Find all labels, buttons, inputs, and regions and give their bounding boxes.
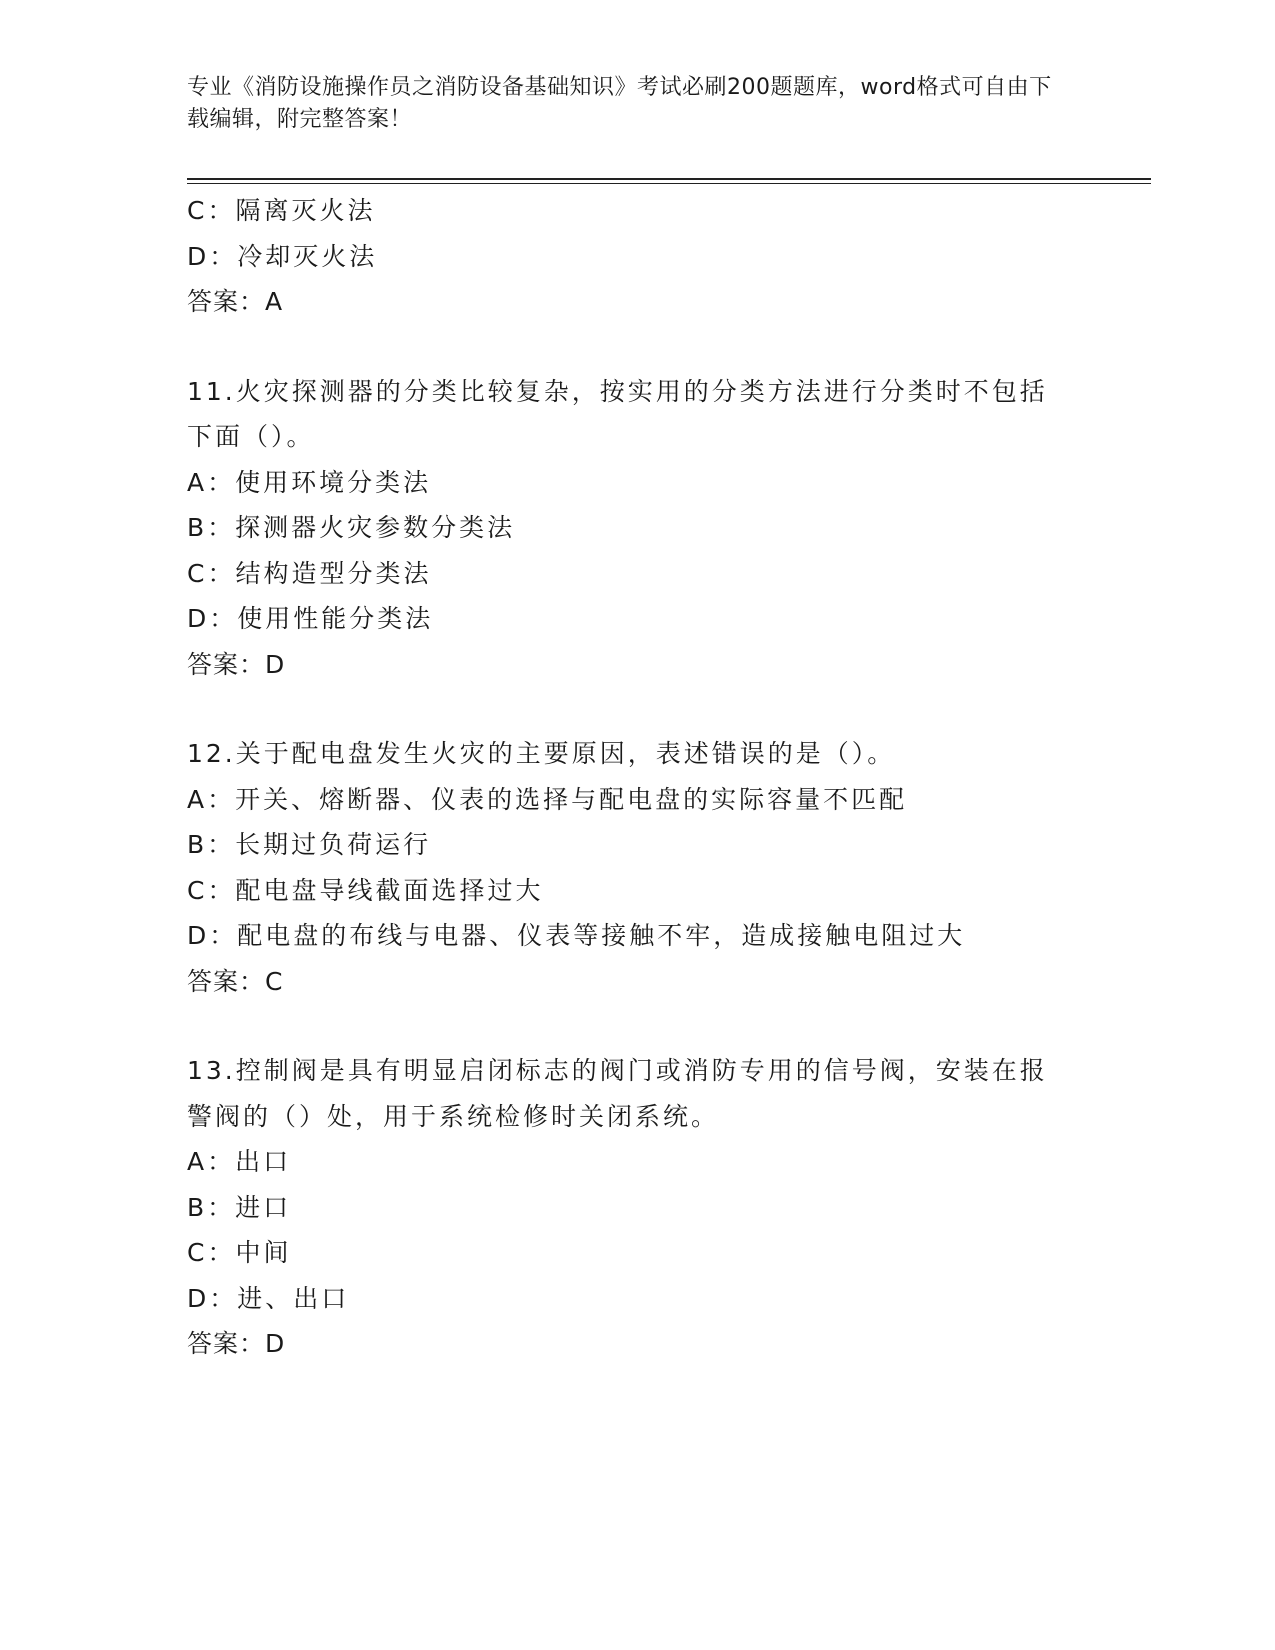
option-c: C：配电盘导线截面选择过大 xyxy=(187,875,544,905)
spacer xyxy=(187,325,1087,369)
option-b: B：长期过负荷运行 xyxy=(187,830,432,859)
option-c: C：隔离灭火法 xyxy=(187,196,376,225)
answer-line: 答案：D xyxy=(187,1329,286,1358)
question-13 xyxy=(187,1048,1087,1367)
spacer xyxy=(187,1004,1087,1048)
option-a: A：使用环境分类法 xyxy=(187,467,432,497)
question-stem: 13.控制阀是具有明显启闭标志的阀门或消防专用的信号阀，安装在报 xyxy=(187,1056,1048,1085)
option-d: D：冷却灭火法 xyxy=(187,241,378,271)
question-stem: 下面（）。 xyxy=(187,422,315,451)
option-a: A：开关、熔断器、仪表的选择与配电盘的实际容量不匹配 xyxy=(187,784,908,814)
question-stem: 12.关于配电盘发生火灾的主要原因，表述错误的是（）。 xyxy=(187,739,896,768)
question-stem: 11.火灾探测器的分类比较复杂，按实用的分类方法进行分类时不包括 xyxy=(187,376,1048,406)
spacer xyxy=(187,687,1087,731)
header-divider-thick xyxy=(187,178,1151,180)
option-d: D：使用性能分类法 xyxy=(187,604,434,633)
option-c: C：中间 xyxy=(187,1238,292,1267)
question-fragment xyxy=(187,188,1087,325)
question-11 xyxy=(187,369,1087,688)
option-b: B：探测器火灾参数分类法 xyxy=(187,513,516,542)
option-d: D：进、出口 xyxy=(187,1283,350,1313)
option-d: D：配电盘的布线与电器、仪表等接触不牢，造成接触电阻过大 xyxy=(187,921,966,950)
answer-line: 答案：D xyxy=(187,649,286,679)
question-stem: 警阀的（）处，用于系统检修时关闭系统。 xyxy=(187,1101,720,1131)
answer-line: 答案：A xyxy=(187,287,284,316)
header-divider-thin xyxy=(187,183,1151,184)
question-12 xyxy=(187,731,1087,1004)
answer-line: 答案：C xyxy=(187,966,284,996)
option-b: B：进口 xyxy=(187,1192,292,1222)
option-a: A：出口 xyxy=(187,1147,292,1176)
question-content xyxy=(187,188,1087,1367)
page-header-title: 专业《消防设施操作员之消防设备基础知识》考试必刷200题题库，word格式可自由下载编辑，附完整答案！ xyxy=(187,75,1052,132)
option-c: C：结构造型分类法 xyxy=(187,558,432,588)
